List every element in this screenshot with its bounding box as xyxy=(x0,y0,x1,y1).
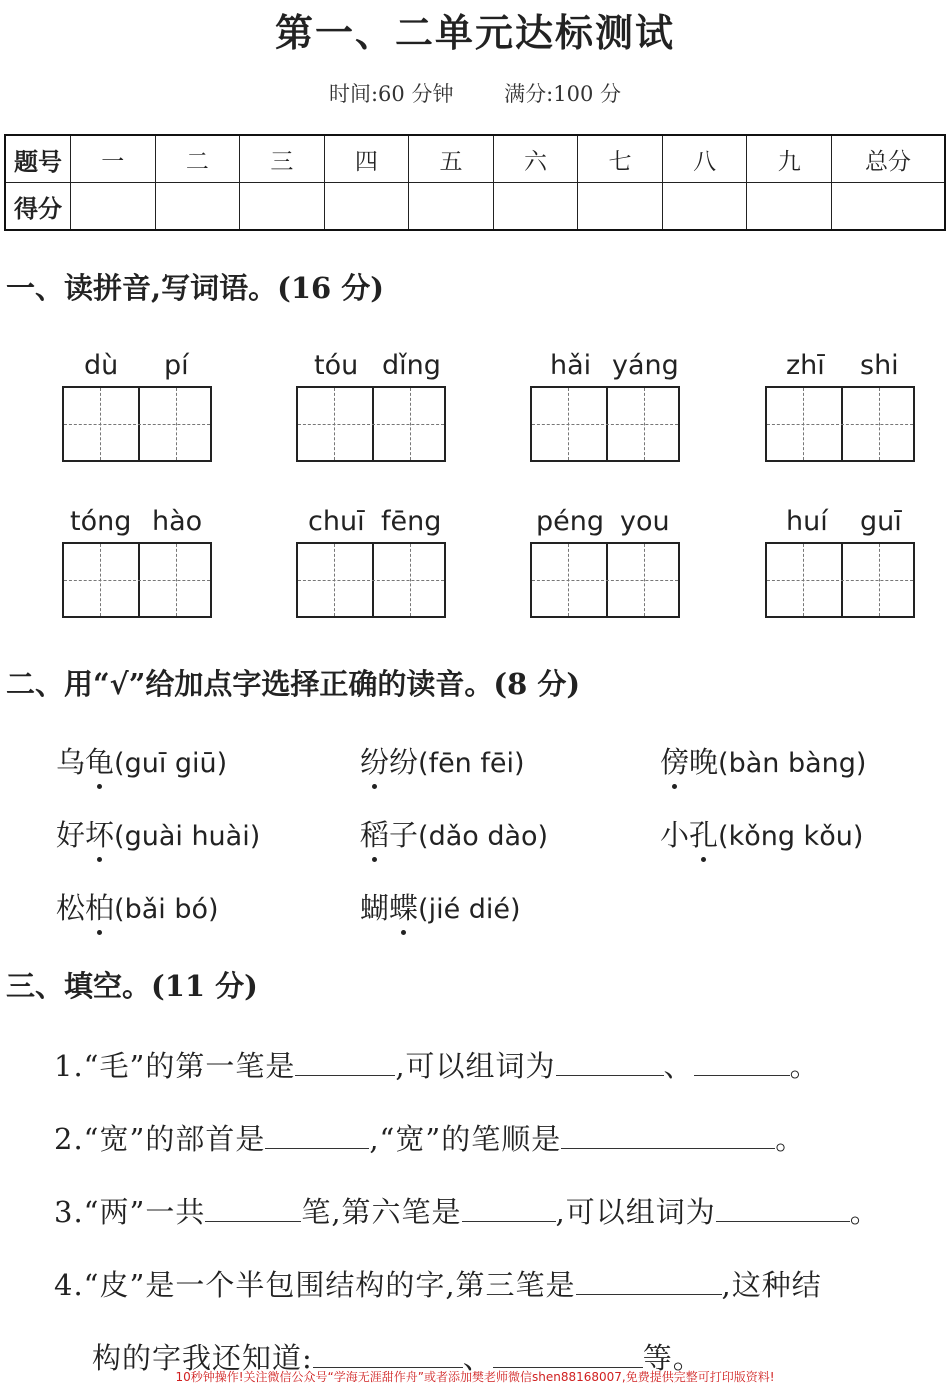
char: 松 xyxy=(56,891,86,925)
score-cell[interactable] xyxy=(324,183,409,231)
score-cell[interactable] xyxy=(493,183,578,231)
pinyin: fēng xyxy=(381,506,442,537)
answer-blank[interactable] xyxy=(576,1268,722,1295)
pinyin: hǎi xyxy=(550,350,592,381)
fill-question-1: 1.“毛”的第一笔是 ,可以组词为 、 。 xyxy=(54,1049,820,1083)
reading-item xyxy=(660,740,866,781)
full-score: 满分:100 分 xyxy=(504,82,621,106)
dotted-char: 纷 xyxy=(360,745,390,779)
char: 晚 xyxy=(689,745,719,779)
fill-question-2: 2.“宽”的部首是 ,“宽”的笔顺是 。 xyxy=(54,1122,806,1156)
options[interactable]: (fēn fēi) xyxy=(418,748,525,779)
reading-item xyxy=(360,740,525,781)
reading-item xyxy=(660,813,863,854)
fill-question-3: 3.“两”一共 笔,第六笔是 ,可以组词为 。 xyxy=(54,1195,880,1229)
answer-blank[interactable] xyxy=(556,1049,664,1076)
reading-item xyxy=(56,740,227,781)
score-col: 八 xyxy=(662,135,747,183)
writing-grid[interactable] xyxy=(530,542,680,618)
answer-blank[interactable] xyxy=(694,1049,790,1076)
score-cell[interactable] xyxy=(747,183,832,231)
char: 小 xyxy=(660,818,690,852)
pinyin: zhī xyxy=(786,350,825,381)
answer-blank[interactable] xyxy=(716,1195,850,1222)
fill-question-4: 4.“皮”是一个半包围结构的字,第三笔是 ,这种结 xyxy=(54,1268,822,1302)
exam-meta xyxy=(0,78,950,108)
pinyin: tóu xyxy=(314,350,359,381)
answer-blank[interactable] xyxy=(493,1341,643,1368)
char: 纷 xyxy=(389,745,419,779)
answer-blank[interactable] xyxy=(265,1122,369,1149)
section1-heading: 一、读拼音,写词语。(16 分) xyxy=(6,271,384,305)
options[interactable]: (guài huài) xyxy=(114,821,261,852)
pinyin: huí xyxy=(786,506,828,537)
score-table-header-row xyxy=(5,135,945,183)
fill-question-4-cont: 构的字我还知道: 、 等。 xyxy=(92,1341,703,1375)
pinyin: guī xyxy=(860,506,902,537)
dotted-char: 柏 xyxy=(85,891,115,925)
char: 乌 xyxy=(56,745,86,779)
reading-item xyxy=(56,886,219,927)
answer-blank[interactable] xyxy=(205,1195,301,1222)
writing-grid[interactable] xyxy=(296,386,446,462)
options[interactable]: (bǎi bó) xyxy=(114,894,219,925)
dotted-char: 孔 xyxy=(689,818,719,852)
pinyin: pí xyxy=(164,350,189,381)
pinyin: chuī xyxy=(308,506,365,537)
score-table-score-row xyxy=(5,183,945,231)
char: 子 xyxy=(389,818,419,852)
pinyin: tóng xyxy=(70,506,132,537)
answer-blank[interactable] xyxy=(313,1341,463,1368)
reading-item xyxy=(56,813,260,854)
score-col: 二 xyxy=(155,135,240,183)
char: 蝴 xyxy=(360,891,390,925)
score-col: 六 xyxy=(493,135,578,183)
options[interactable]: (guī giū) xyxy=(114,748,228,779)
page-title: 第一、二单元达标测试 xyxy=(274,10,675,55)
dotted-char: 傍 xyxy=(660,745,690,779)
char: 好 xyxy=(56,818,86,852)
writing-grid[interactable] xyxy=(62,386,212,462)
score-cell[interactable] xyxy=(662,183,747,231)
pinyin: hào xyxy=(152,506,203,537)
score-col: 一 xyxy=(71,135,156,183)
section3-heading: 三、填空。(11 分) xyxy=(6,969,258,1003)
answer-blank[interactable] xyxy=(462,1195,556,1222)
writing-grid[interactable] xyxy=(62,542,212,618)
reading-item xyxy=(360,813,548,854)
score-cell[interactable] xyxy=(409,183,494,231)
pinyin: dǐng xyxy=(382,350,441,381)
writing-grid[interactable] xyxy=(765,386,915,462)
pinyin: shi xyxy=(860,350,899,381)
score-row-label: 得分 xyxy=(5,183,71,231)
score-cell[interactable] xyxy=(155,183,240,231)
dotted-char: 坏 xyxy=(85,818,115,852)
pinyin: dù xyxy=(84,350,119,381)
options[interactable]: (dǎo dào) xyxy=(418,821,549,852)
score-cell[interactable] xyxy=(578,183,663,231)
score-cell[interactable] xyxy=(71,183,156,231)
footer-note: 10秒钟操作!关注微信公众号“学海无涯甜作舟”或者添加樊老师微信shen88168007,免费提供完整可打印版资料! xyxy=(175,1370,775,1384)
score-col: 九 xyxy=(747,135,832,183)
writing-grid[interactable] xyxy=(765,542,915,618)
score-col: 五 xyxy=(409,135,494,183)
pinyin: you xyxy=(620,506,670,537)
writing-grid[interactable] xyxy=(530,386,680,462)
dotted-char: 蝶 xyxy=(389,891,419,925)
score-table xyxy=(4,134,946,231)
pinyin: yáng xyxy=(612,350,679,381)
score-col: 七 xyxy=(578,135,663,183)
reading-item xyxy=(360,886,521,927)
dotted-char: 稻 xyxy=(360,818,390,852)
section2-heading: 二、用“√”给加点字选择正确的读音。(8 分) xyxy=(6,667,581,701)
score-col: 四 xyxy=(324,135,409,183)
answer-blank[interactable] xyxy=(295,1049,395,1076)
options[interactable]: (kǒng kǒu) xyxy=(718,821,864,852)
score-cell[interactable] xyxy=(240,183,325,231)
options[interactable]: (bàn bàng) xyxy=(718,748,867,779)
answer-blank[interactable] xyxy=(561,1122,775,1149)
score-col: 三 xyxy=(240,135,325,183)
writing-grid[interactable] xyxy=(296,542,446,618)
score-row-label: 题号 xyxy=(5,135,71,183)
score-cell[interactable] xyxy=(832,183,946,231)
dotted-char: 龟 xyxy=(85,745,115,779)
time-limit: 时间:60 分钟 xyxy=(328,82,454,106)
pinyin: péng xyxy=(536,506,605,537)
score-col-total: 总分 xyxy=(832,135,946,183)
options[interactable]: (jié dié) xyxy=(418,894,521,925)
